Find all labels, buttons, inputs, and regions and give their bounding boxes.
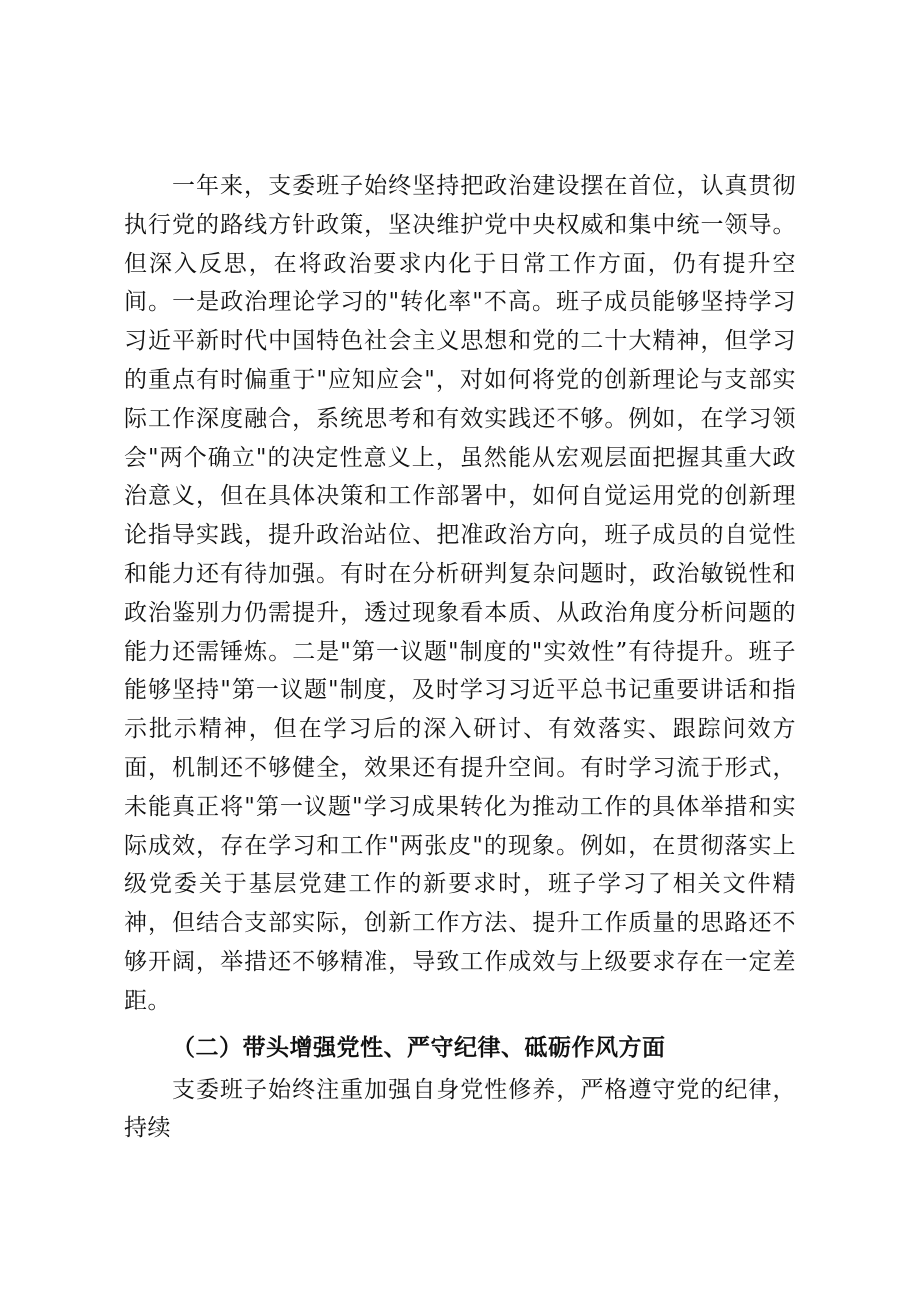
- document-body: [124, 167, 796, 1148]
- body-paragraph-party-spirit: 支委班子始终注重加强自身党性修养，严格遵守党的纪律，持续: [124, 1076, 796, 1142]
- section-heading-party-spirit: （二）带头增强党性、严守纪律、砥砺作风方面: [172, 1033, 666, 1061]
- body-paragraph-political-building: 一年来，支委班子始终坚持把政治建设摆在首位，认真贯彻执行党的路线方针政策，坚决维护党中央权威和集中统一领导。但深入反思，在将政治要求内化于日常工作方面，仍有提升空间。一是政治理论学习的"转化率"不高。班子成员能够坚持学习习近平新时代中国特色社会主义思想和党的二十大精神，但学习的重点有时偏重于"应知应会"，对如何将党的创新理论与支部实际工作深度融合，系统思考和有效实践还不够。例如，在学习领会"两个确立"的决定性意义上，虽然能从宏观层面把握其重大政治意义，但在具体决策和工作部署中，如何自觉运用党的创新理论指导实践，提升政治站位、把准政治方向，班子成员的自觉性和能力还有待加强。有时在分析研判复杂问题时，政治敏锐性和政治鉴别力仍需提升，透过现象看本质、从政治角度分析问题的能力还需锤炼。二是"第一议题"制度的"实效性”有待提升。班子能够坚持"第一议题"制度，及时学习习近平总书记重要讲话和指示批示精神，但在学习后的深入研讨、有效落实、跟踪问效方面，机制还不够健全，效果还有提升空间。有时学习流于形式，未能真正将"第一议题"学习成果转化为推动工作的具体举措和实际成效，存在学习和工作"两张皮"的现象。例如，在贯彻落实上级党委关于基层党建工作的新要求时，班子学习了相关文件精神，但结合支部实际，创新工作方法、提升工作质量的思路还不够开阔，举措还不够精准，导致工作成效与上级要求存在一定差距。: [124, 173, 796, 1014]
